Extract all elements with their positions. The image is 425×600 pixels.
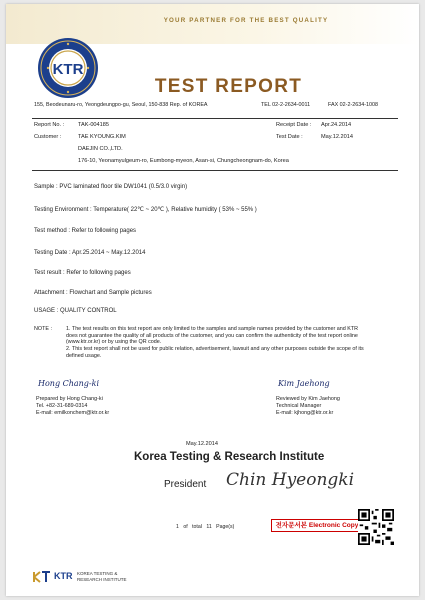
usage-line: USAGE : QUALITY CONTROL (34, 308, 117, 314)
qr-code-icon[interactable] (358, 509, 394, 545)
preparer-tel: Tel. +82-31-689-0314 (36, 403, 88, 409)
attachment-line: Attachment : Flowchart and Sample pictures (34, 290, 152, 296)
institute-name: Korea Testing & Research Institute (134, 451, 325, 463)
notes-section (34, 326, 399, 359)
divider (32, 170, 398, 171)
svg-text:KTR: KTR (52, 61, 84, 78)
ktr-seal-logo (36, 36, 100, 100)
note-item-2: 2. This test report shall not be used for public relation, advertisement, lawsuit and any other purposes outside the scope of its defined usage. (66, 346, 364, 359)
ktr-mark-icon (32, 570, 52, 584)
preparer-name: Prepared by Hong Chang-ki (36, 396, 103, 402)
page-title: TEST REPORT (154, 76, 303, 97)
testing-date-line: Testing Date : Apr.25.2014 ~ May.12.2014 (34, 250, 146, 256)
note-item-1: 1. The test results on this test report are only limited to the samples and sample names provided by the customer and KTR does not guarantee the quality of all products of the customer, and you can confirm the authenticity of the test report online (www.ktr.or.kr) or by using the QR code. (66, 326, 359, 346)
environment-line: Testing Environment : Temperature( 22℃ ~ 20℃ ), Relative humidity ( 53% ~ 55% ) (34, 207, 257, 213)
issue-date: May.12.2014 (186, 441, 218, 447)
page-count: 1 of total 11 Page(s) (176, 524, 235, 530)
preparer-email: E-mail: emilkonchem@ktr.or.kr (36, 410, 110, 416)
ktr-line-2: RESEARCH INSTITUTE (77, 577, 127, 582)
test-date-label: Test Date : (276, 134, 303, 140)
ktr-brand: KTR (54, 571, 73, 581)
telephone: TEL 02-2-2634-0011 (261, 102, 311, 108)
reviewer-name: Reviewed by Kim Jaehong (276, 396, 340, 402)
reviewer-block (276, 396, 340, 417)
report-no-label: Report No. : (34, 122, 65, 128)
customer-value: TAE KYOUNG.KIM (78, 134, 126, 140)
method-line: Test method : Refer to following pages (34, 228, 137, 234)
president-label: President (164, 479, 207, 490)
company-address: 176-10, Yeonamyulgeum-ro, Eumbong-myeon, Asan-si, Chungcheongnam-do, Korea (78, 158, 289, 164)
report-no-value: TAK-004185 (78, 122, 109, 128)
electronic-copy-stamp: 전자문서본 Electronic Copy (271, 519, 363, 532)
preparer-signature: Hong Chang-ki (38, 379, 100, 388)
receipt-date-label: Receipt Date : (276, 122, 312, 128)
report-page (6, 4, 419, 596)
test-date-value: May.12.2014 (321, 134, 353, 140)
note-label: NOTE : (34, 326, 52, 332)
president-signature: Chin Hyeongki (226, 470, 355, 490)
fax: FAX 02-2-2634-1008 (328, 102, 379, 108)
ktr-line-1: KOREA TESTING & (77, 571, 118, 576)
reviewer-signature: Kim Jaehong (278, 379, 330, 388)
preparer-block (36, 396, 109, 417)
tagline: YOUR PARTNER FOR THE BEST QUALITY (163, 17, 329, 24)
customer-label: Customer : (34, 134, 62, 140)
reviewer-email: E-mail: kjhong@ktr.or.kr (276, 410, 334, 416)
company-name: DAEJIN CO.,LTD. (78, 146, 123, 152)
address: 155, Beodeunaru-ro, Yeongdeungpo-gu, Seoul, 150-838 Rep. of KOREA (34, 102, 208, 108)
result-line: Test result : Refer to following pages (34, 270, 131, 276)
reviewer-title: Technical Manager (276, 403, 322, 409)
divider (32, 118, 398, 119)
sample-line: Sample : PVC laminated floor tile DW1041 (0.5/3.0 virgin) (34, 184, 188, 190)
receipt-date-value: Apr.24.2014 (321, 122, 352, 128)
